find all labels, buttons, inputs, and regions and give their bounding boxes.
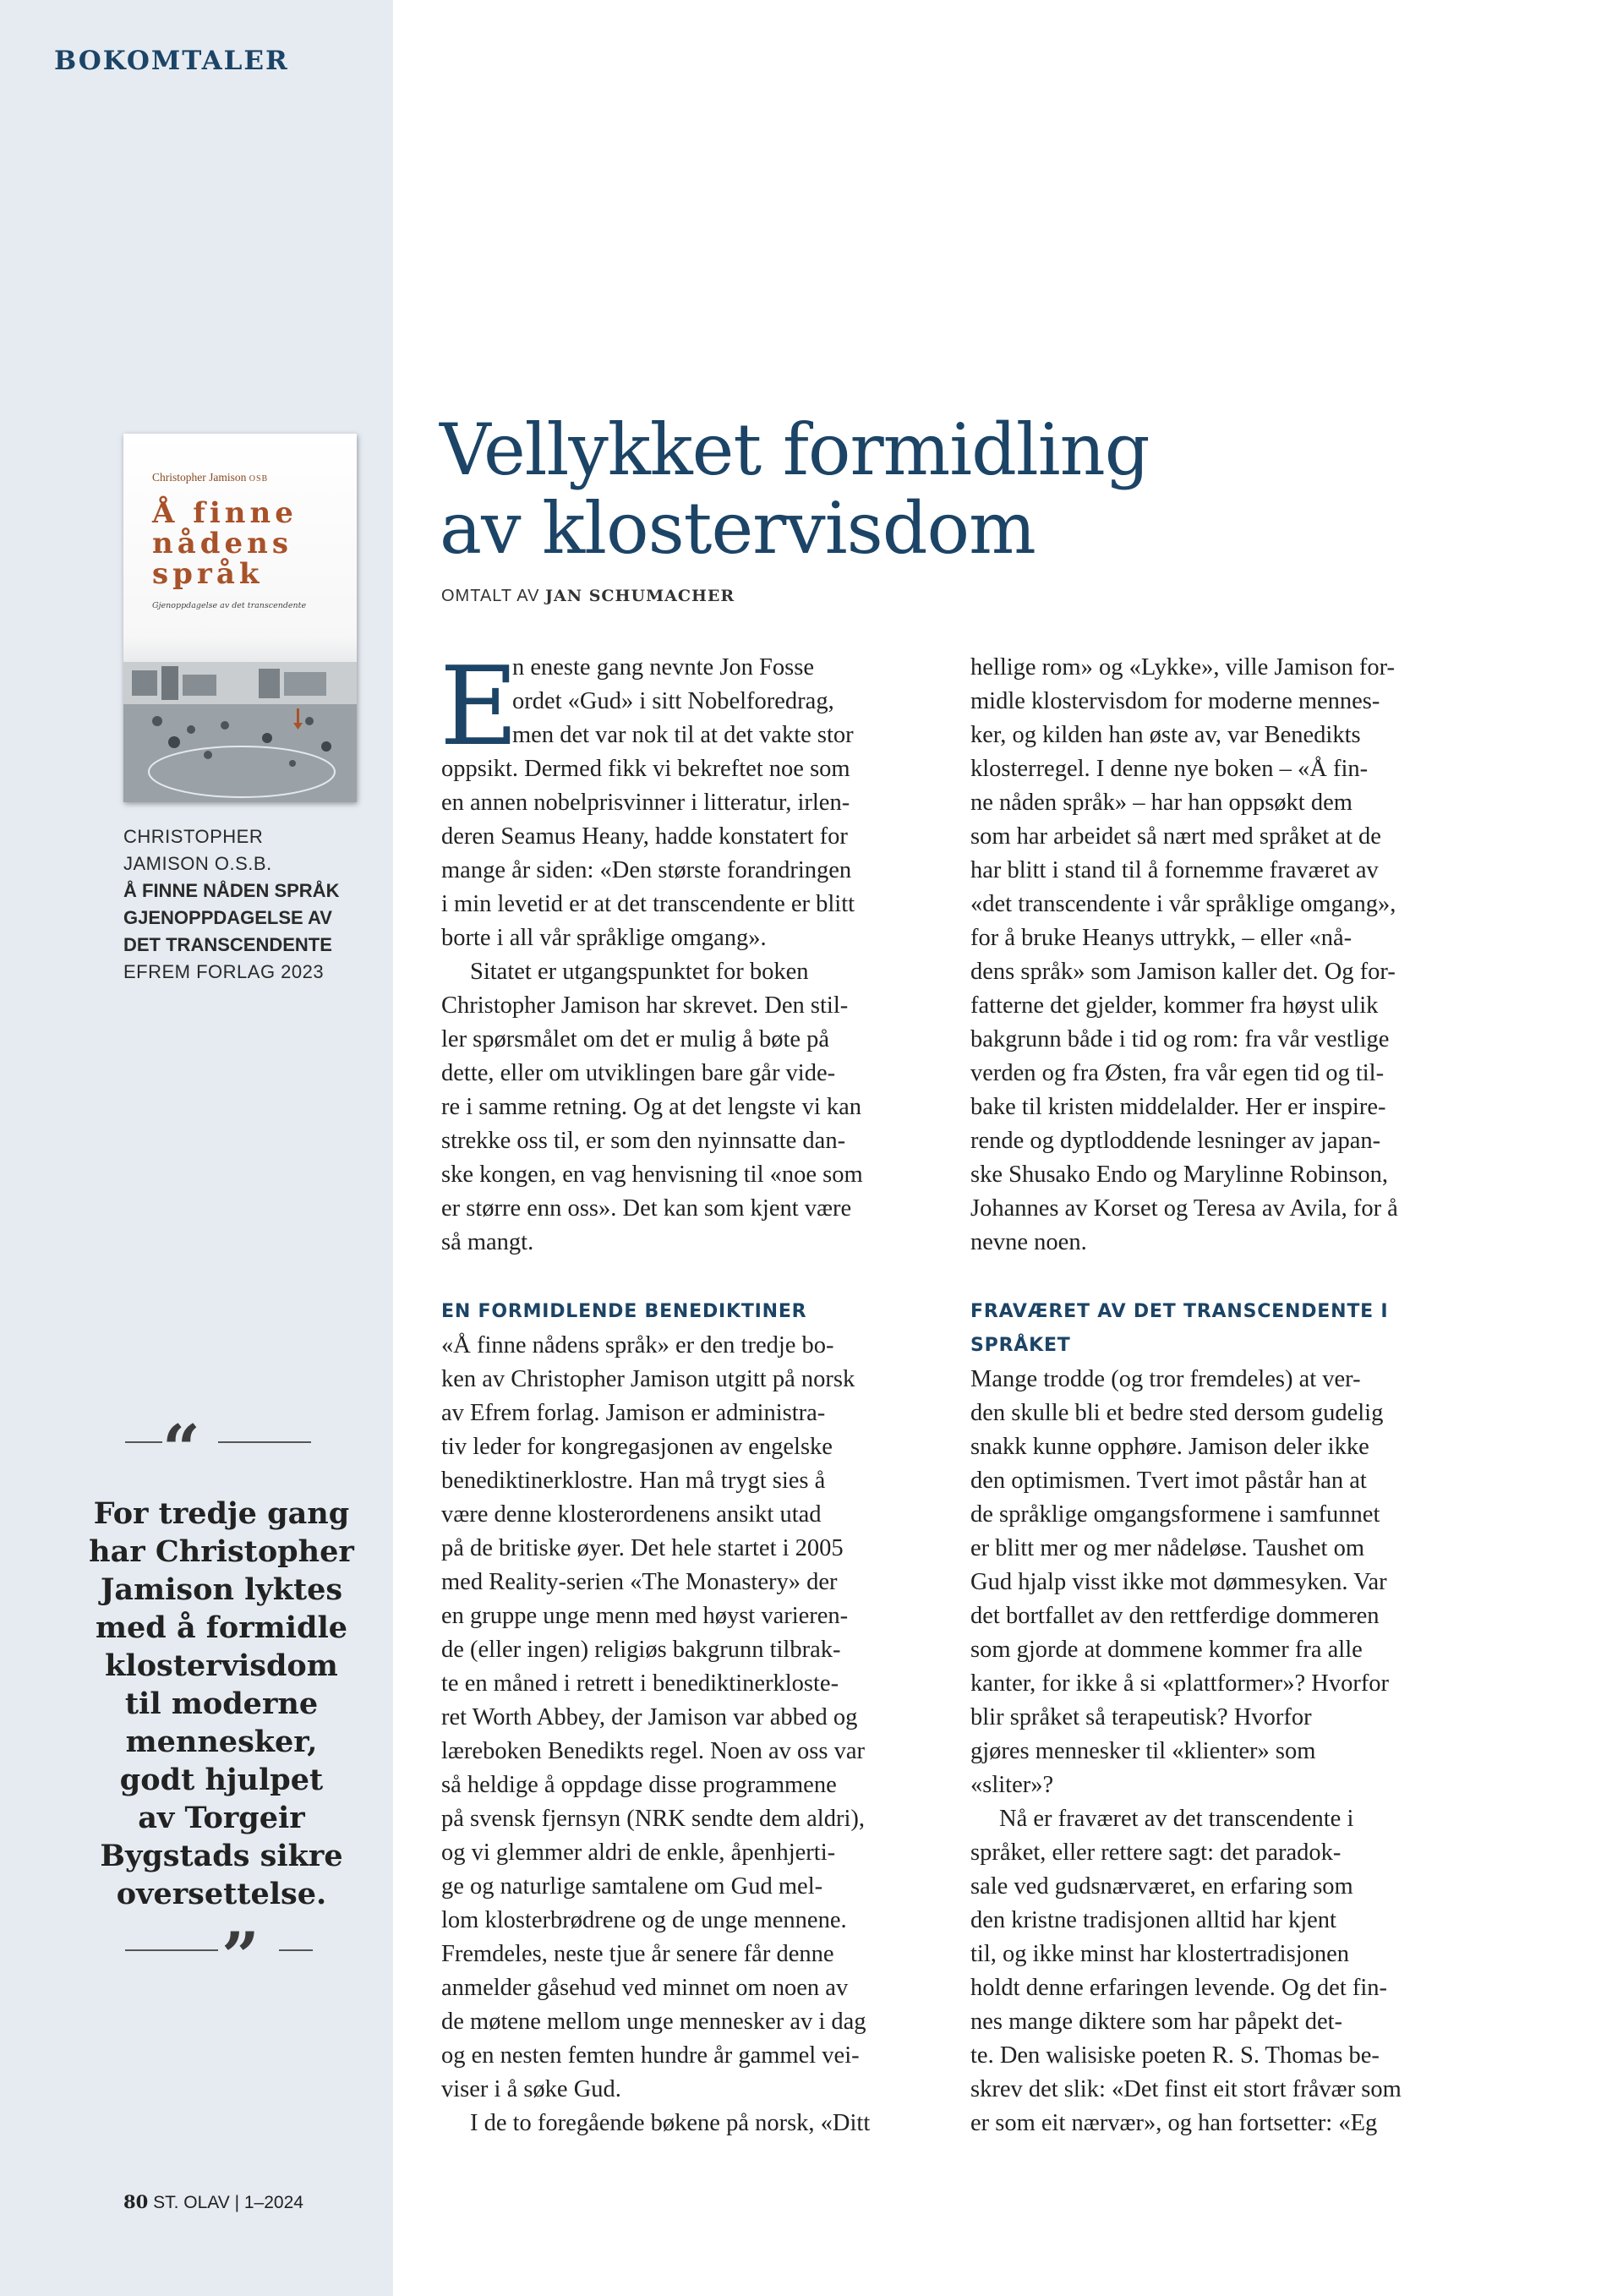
- pull-quote-line: til moderne: [124, 1686, 319, 1721]
- cover-title-line: nådens: [152, 527, 293, 560]
- body-line: og vi glemmer aldri de enkle, åpenhjerti-: [441, 1840, 836, 1866]
- byline-author: JAN SCHUMACHER: [545, 587, 735, 605]
- cover-author-name: Christopher Jamison: [152, 471, 247, 484]
- body-line: dens språk» som Jamison kaller det. Og for-: [970, 959, 1396, 985]
- column-1-bottom: [441, 1295, 932, 2140]
- pull-quote-line: oversettelse.: [116, 1877, 327, 1911]
- pull-quote-line: godt hjulpet: [119, 1763, 324, 1797]
- drop-cap: E: [440, 644, 519, 770]
- pull-quote-line: klostervisdom: [105, 1648, 338, 1683]
- body-line: deren Seamus Heany, hadde konstatert for: [441, 823, 848, 850]
- byline-prefix: OMTALT AV: [441, 587, 540, 605]
- body-line: den kristne tradisjonen alltid har kjent: [970, 1907, 1336, 1933]
- body-line: de (eller ingen) religiøs bakgrunn tilbrak-: [441, 1637, 841, 1663]
- body-line: men det var nok til at det vakte stor: [512, 722, 854, 748]
- body-line: rende og dyptloddende lesninger av japan-: [970, 1128, 1381, 1154]
- body-line: te. Den walisiske poeten R. S. Thomas be-: [970, 2042, 1380, 2069]
- body-line: Christopher Jamison har skrevet. Den stil-: [441, 992, 849, 1019]
- body-line: strekke oss til, er som den nyinnsatte dan-: [441, 1128, 846, 1154]
- body-line: kanter, for ikke å si «plattformer»? Hvorfor: [970, 1670, 1390, 1697]
- column-1-top: [440, 644, 932, 1260]
- body-line: ker, og kilden han øste av, var Benedikts: [970, 722, 1361, 748]
- close-quote-mark: ”: [221, 1918, 260, 1995]
- section-label: BOKOMTALER: [54, 46, 289, 76]
- book-cover-image: [123, 434, 357, 802]
- body-line: Gud hjalp visst ikke mot dømmesyken. Var: [970, 1569, 1387, 1595]
- cover-title-line: språk: [152, 557, 264, 591]
- body-line: hellige rom» og «Lykke», ville Jamison for-: [970, 654, 1396, 681]
- cover-author-suffix: OSB: [249, 474, 269, 484]
- body-line: er blitt mer og mer nådeløse. Taushet om: [970, 1535, 1365, 1561]
- body-line: skrev det slik: «Det finst eit stort fråvær som: [970, 2076, 1402, 2102]
- body-line: ne nåden språk» – har han oppsøkt dem: [970, 790, 1352, 816]
- body-line: «Å finne nådens språk» er den tredje bo-: [441, 1332, 834, 1358]
- pull-quote-line: For tredje gang: [93, 1496, 350, 1531]
- body-line: de møtene mellom unge mennesker av i dag: [441, 2009, 866, 2035]
- body-line: ret Worth Abbey, der Jamison var abbed og: [441, 1704, 858, 1730]
- body-line: Fremdeles, neste tjue år senere får denne: [441, 1941, 834, 1967]
- cover-author: [152, 471, 268, 484]
- body-line: re i samme retning. Og at det lengste vi kan: [441, 1094, 862, 1120]
- body-line: te en måned i retrett i benediktinerkloste-: [441, 1670, 839, 1697]
- column-2-bottom: [970, 1295, 1478, 2140]
- page-footer: 80 ST. OLAV | 1–2024: [123, 2191, 303, 2212]
- cover-photo-illustration: [123, 662, 357, 802]
- body-line: på svensk fjernsyn (NRK sendte dem aldri),: [441, 1806, 866, 1832]
- body-line: språket, eller rettere sagt: det paradok-: [970, 1840, 1342, 1866]
- body-line: nevne noen.: [970, 1229, 1087, 1255]
- pull-quote-line: Jamison lyktes: [100, 1572, 343, 1607]
- body-line: så mangt.: [441, 1229, 534, 1255]
- body-line: det bortfallet av den rettferdige dommeren: [970, 1603, 1380, 1629]
- cover-subtitle: Gjenoppdagelse av det transcendente: [152, 601, 307, 610]
- body-line: lom klosterbrødrene og de unge mennene.: [441, 1907, 847, 1933]
- column-2-top: [970, 651, 1478, 1260]
- body-line: i min levetid er at det transcendente er blitt: [441, 891, 855, 917]
- pull-quote-rule: [218, 1441, 311, 1443]
- issue-number: 1–2024: [243, 2193, 303, 2212]
- pull-quote-line: har Christopher: [89, 1534, 354, 1569]
- body-line: snakk kunne opphøre. Jamison deler ikke: [970, 1434, 1369, 1460]
- section-heading: FRAVÆRET AV DET TRANSCENDENTE I: [970, 1301, 1389, 1322]
- body-line: av Efrem forlag. Jamison er administra-: [441, 1400, 826, 1426]
- body-line: sale ved gudsnærværet, en erfaring som: [970, 1873, 1353, 1900]
- section-heading: EN FORMIDLENDE BENEDIKTINER: [441, 1301, 807, 1322]
- body-line: gjøres mennesker til «klienter» som: [970, 1738, 1316, 1764]
- book-title-line: GJENOPPDAGELSE AV: [123, 907, 332, 928]
- book-info: [123, 823, 377, 986]
- body-line: læreboken Benedikts regel. Noen av oss var: [441, 1738, 865, 1764]
- title-line: Vellykket formidling: [440, 408, 1150, 491]
- publication-name: ST. OLAV: [153, 2193, 230, 2212]
- body-line: ler spørsmålet om det er mulig å bøte på: [441, 1026, 830, 1052]
- body-line: være denne klosterordenens ansikt utad: [441, 1501, 822, 1528]
- body-line: benediktinerklostre. Han må trygt sies å: [441, 1468, 826, 1494]
- body-line: bake til kristen middelalder. Her er inspire-: [970, 1094, 1386, 1120]
- pull-quote-line: mennesker,: [125, 1725, 318, 1759]
- body-line: som gjorde at dommene kommer fra alle: [970, 1637, 1363, 1663]
- body-line: dette, eller om utviklingen bare går vide-: [441, 1060, 836, 1086]
- body-line: verden og fra Østen, fra vår egen tid og til-: [970, 1060, 1385, 1086]
- body-line: bakgrunn både i tid og rom: fra vår vestlige: [970, 1026, 1390, 1052]
- body-line: på de britiske øyer. Det hele startet i 2005: [441, 1535, 844, 1561]
- cover-title-line: Å finne: [152, 496, 298, 530]
- body-line: anmelder gåsehud ved minnet om noen av: [441, 1975, 849, 2001]
- body-line: nes mange diktere som har påpekt det-: [970, 2009, 1343, 2035]
- body-line: som har arbeidet så nært med språket at de: [970, 823, 1381, 850]
- body-line: en gruppe unge menn med høyst varieren-: [441, 1603, 849, 1629]
- section-heading: SPRÅKET: [970, 1335, 1071, 1356]
- body-line: med Reality-serien «The Monastery» der: [441, 1569, 838, 1595]
- body-line: ske Shusako Endo og Marylinne Robinson,: [970, 1162, 1388, 1188]
- body-line: Nå er fraværet av det transcendente i: [999, 1806, 1354, 1832]
- body-line: ge og naturlige samtalene om Gud mel-: [441, 1873, 823, 1900]
- body-line: blir språket så terapeutisk? Hvorfor: [970, 1704, 1312, 1730]
- pull-quote-rule: [279, 1949, 313, 1951]
- body-line: I de to foregående bøkene på norsk, «Ditt: [470, 2110, 871, 2136]
- body-line: er som eit nærvær», og han fortsetter: «Eg: [970, 2110, 1378, 2136]
- article-title: [440, 408, 1538, 570]
- body-line: tiv leder for kongregasjonen av engelske: [441, 1434, 833, 1460]
- body-line: Sitatet er utgangspunktet for boken: [470, 959, 809, 985]
- book-author-line: CHRISTOPHER: [123, 826, 264, 847]
- body-line: holdt denne erfaringen levende. Og det fin-: [970, 1975, 1388, 2001]
- body-line: ordet «Gud» i sitt Nobelforedrag,: [512, 688, 834, 714]
- body-line: «sliter»?: [970, 1772, 1054, 1798]
- body-line: klosterregel. I denne nye boken – «Å fin-: [970, 756, 1369, 782]
- book-title-line: Å FINNE NÅDEN SPRÅK: [123, 880, 340, 901]
- body-line: midle klostervisdom for moderne mennes-: [970, 688, 1380, 714]
- body-line: en annen nobelprisvinner i litteratur, irlen-: [441, 790, 850, 816]
- body-line: borte i all vår språklige omgang».: [441, 925, 767, 951]
- body-line: mange år siden: «Den største forandringen: [441, 857, 852, 883]
- pull-quote-line: av Torgeir: [138, 1801, 305, 1835]
- sidebar: [0, 0, 393, 2296]
- byline: [441, 587, 735, 606]
- body-line: den skulle bli et bedre sted dersom gudelig: [970, 1400, 1384, 1426]
- cover-title: [152, 498, 338, 589]
- body-line: viser i å søke Gud.: [441, 2076, 621, 2102]
- body-line: så heldige å oppdage disse programmene: [441, 1772, 837, 1798]
- body-line: de språklige omgangsformene i samfunnet: [970, 1501, 1380, 1528]
- body-line: har blitt i stand til å fornemme fraværet av: [970, 857, 1379, 883]
- body-line: Johannes av Korset og Teresa av Avila, for å: [970, 1195, 1398, 1222]
- pull-quote: [78, 1495, 365, 1913]
- body-line: og en nesten femten hundre år gammel vei-: [441, 2042, 860, 2069]
- pull-quote-line: Bygstads sikre: [100, 1839, 343, 1873]
- title-line: av klostervisdom: [440, 487, 1036, 570]
- body-line: Mange trodde (og tror fremdeles) at ver-: [970, 1366, 1361, 1392]
- body-line: er større enn oss». Det kan som kjent være: [441, 1195, 852, 1222]
- page-number: 80: [123, 2191, 149, 2212]
- body-line: ken av Christopher Jamison utgitt på norsk: [441, 1366, 855, 1392]
- body-line: fatterne det gjelder, kommer fra høyst ulik: [970, 992, 1379, 1019]
- body-line: til, og ikke minst har klostertradisjonen: [970, 1941, 1350, 1967]
- body-line: n eneste gang nevnte Jon Fosse: [512, 654, 814, 681]
- pull-quote-rule: [125, 1441, 162, 1443]
- pull-quote-rule: [125, 1949, 218, 1951]
- book-publisher: EFREM FORLAG 2023: [123, 961, 325, 982]
- body-line: ske kongen, en vag henvisning til «noe som: [441, 1162, 863, 1188]
- book-title-line: DET TRANSCENDENTE: [123, 934, 332, 955]
- open-quote-mark: “: [162, 1411, 200, 1488]
- book-author-line: JAMISON O.S.B.: [123, 853, 272, 874]
- pull-quote-line: med å formidle: [95, 1610, 348, 1645]
- body-line: «det transcendente i vår språklige omgang»,: [970, 891, 1396, 917]
- body-line: den optimismen. Tvert imot påstår han at: [970, 1468, 1367, 1494]
- body-line: oppsikt. Dermed fikk vi bekreftet noe som: [441, 756, 850, 782]
- body-line: for å bruke Heanys uttrykk, – eller «nå-: [970, 925, 1352, 951]
